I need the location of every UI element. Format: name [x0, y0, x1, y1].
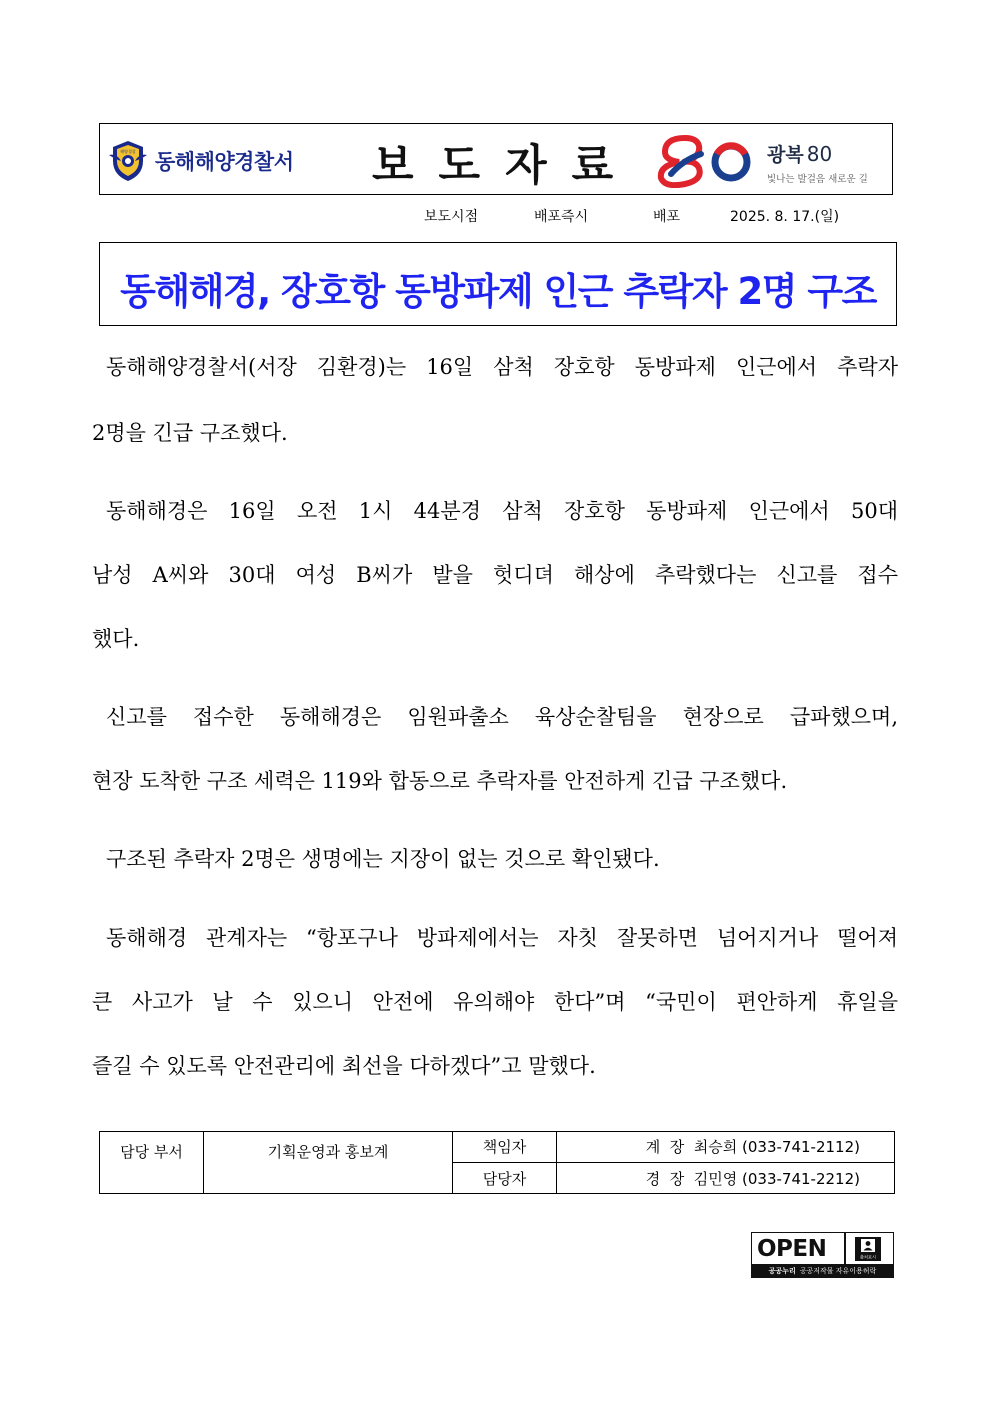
body-line: 2명을 긴급 구조했다. — [92, 421, 288, 445]
kogl-caption: 공공누리 공공저작물 자유이용허락 — [751, 1265, 894, 1278]
body-line: 남성 A씨와 30대 여성 B씨가 발을 헛디뎌 해상에 추락했다는 신고를 접수 — [92, 563, 898, 587]
release-date-label: 배포 — [653, 209, 681, 225]
release-date-value: 2025. 8. 17.(일) — [730, 209, 840, 225]
press-release-title: 보도자료 — [372, 141, 639, 191]
agency-name: 동해해양경찰서 — [155, 150, 294, 174]
attribution-person-icon — [855, 1237, 881, 1261]
body-line: 구조된 추락자 2명은 생명에는 지장이 없는 것으로 확인됐다. — [106, 847, 660, 871]
body-line: 동해해경은 16일 오전 1시 44분경 삼척 장호항 동방파제 인근에서 50대 — [106, 499, 898, 523]
liberation-80th-logo — [655, 132, 887, 188]
release-time-label: 보도시점 — [424, 209, 479, 225]
liberation-80-emblem-icon — [655, 132, 759, 188]
body-line: 큰 사고가 날 수 있으니 안전에 유의해야 한다”며 “국민이 편안하게 휴일을 — [92, 990, 898, 1014]
body-line: 동해해양경찰서(서장 김환경)는 16일 삼척 장호항 동방파제 인근에서 추락자 — [106, 355, 898, 379]
contact-table — [99, 1131, 895, 1194]
department-label: 담당 부서 — [120, 1143, 183, 1161]
release-time-value: 배포즉시 — [534, 209, 589, 225]
svg-text:해양경찰: 해양경찰 — [120, 149, 136, 154]
anniversary-tagline: 빛나는 발걸음 새로운 길 — [767, 174, 868, 185]
kogl-license-badge — [751, 1232, 894, 1278]
manager-contact: 계 장 최승희 (033-741-2112) — [645, 1138, 860, 1156]
kogl-open-text: OPEN — [757, 1236, 827, 1262]
body-line: 했다. — [92, 627, 140, 651]
anniversary-title: 광복 80 — [767, 142, 833, 166]
staff-contact: 경 장 김민영 (033-741-2212) — [645, 1170, 860, 1188]
headline-box — [99, 242, 897, 326]
agency-brand — [107, 139, 294, 183]
svg-text:출처표시: 출처표시 — [859, 1254, 877, 1260]
role-staff-label: 담당자 — [482, 1170, 527, 1188]
body-line: 신고를 접수한 동해해경은 임원파출소 육상순찰팀을 현장으로 급파했으며, — [106, 705, 898, 729]
role-manager-label: 책임자 — [482, 1138, 527, 1156]
body-line: 즐길 수 있도록 안전관리에 최선을 다하겠다”고 말했다. — [92, 1054, 596, 1078]
press-release-header — [99, 123, 893, 195]
coast-guard-emblem-icon — [107, 139, 149, 183]
body-line: 현장 도착한 구조 세력은 119와 합동으로 추락자를 안전하게 긴급 구조했다. — [92, 769, 788, 793]
department-value: 기획운영과 홍보계 — [267, 1143, 389, 1161]
body-line: 동해해경 관계자는 “항포구나 방파제에서는 자칫 잘못하면 넘어지거나 떨어져 — [106, 926, 898, 950]
headline: 동해해경, 장호항 동방파제 인근 추락자 2명 구조 — [120, 270, 876, 313]
